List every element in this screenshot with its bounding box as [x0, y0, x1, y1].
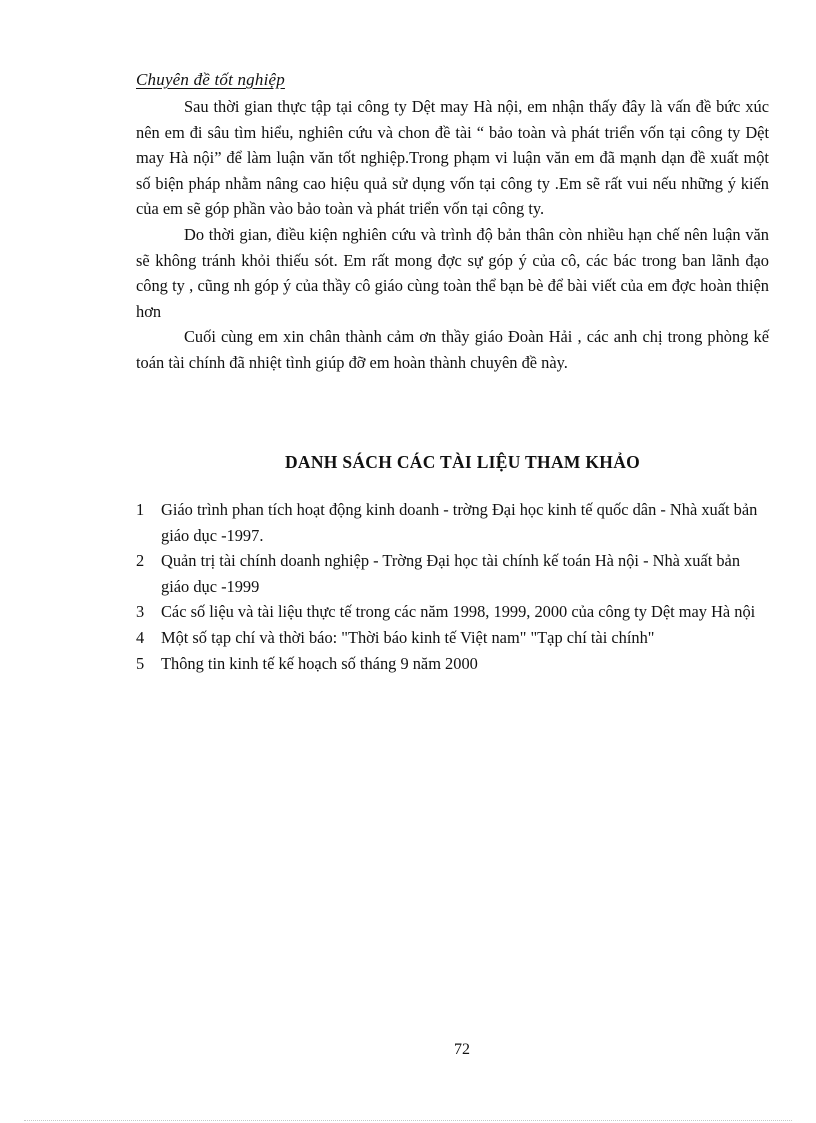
reference-number: 5: [136, 653, 145, 673]
reference-item: [136, 651, 766, 677]
reference-item: [136, 599, 766, 625]
reference-item: [136, 548, 766, 599]
running-header: Chuyên đề tốt nghiệp: [136, 70, 285, 89]
page-number: 72: [454, 1041, 470, 1058]
paragraph: Sau thời gian thực tập tại công ty Dệt may Hà nội, em nhận thấy đây là vấn đề bức xúc nên em đi sâu tìm hiểu, nghiên cứu và chon đề tài “ bảo toàn và phát triển vốn tại công ty Dệt may Hà nội” để làm luận văn tốt nghiệp.Trong phạm vi luận văn em đã mạnh dạn đề xuất một số biện pháp nhằm nâng cao hiệu quả sử dụng vốn tại công ty .Em sẽ rất vui nếu những ý kiến của em sẽ góp phần vào bảo toàn và phát triển vốn tại công ty.: [136, 97, 769, 219]
reference-number: 3: [136, 602, 145, 622]
references-list: [136, 497, 766, 676]
page-divider: [24, 1120, 792, 1121]
reference-number: 2: [136, 551, 145, 571]
reference-text: Giáo trình phan tích hoạt động kinh doanh - trờng Đại học kinh tế quốc dân - Nhà xuất bản giáo dục -1997.: [161, 500, 758, 545]
reference-item: [136, 497, 766, 548]
reference-text: Các số liệu và tài liệu thực tế trong các năm 1998, 1999, 2000 của công ty Dệt may Hà nội: [161, 602, 756, 622]
reference-item: [136, 625, 766, 651]
reference-text: Thông tin kinh tế kế hoạch số tháng 9 năm 2000: [161, 653, 478, 673]
paragraph: Cuối cùng em xin chân thành cảm ơn thầy giáo Đoàn Hải , các anh chị trong phòng kế toán tài chính đã nhiệt tình giúp đỡ em hoàn thành chuyên đề này.: [136, 327, 769, 372]
reference-text: Một số tạp chí và thời báo: "Thời báo kinh tế Việt nam" "Tạp chí tài chính": [161, 627, 655, 647]
reference-text: Quản trị tài chính doanh nghiệp - Trờng Đại học tài chính kế toán Hà nội - Nhà xuất bản giáo dục -1999: [161, 551, 741, 596]
reference-number: 4: [136, 627, 145, 647]
conclusion-section: [136, 94, 769, 376]
reference-number: 1: [136, 500, 145, 519]
references-heading: DANH SÁCH CÁC TÀI LIỆU THAM KHẢO: [284, 452, 641, 472]
paragraph: Do thời gian, điều kiện nghiên cứu và trình độ bản thân còn nhiều hạn chế nên luận văn sẽ không tránh khỏi thiếu sót. Em rất mong đợc sự góp ý của cô, các bác trong ban lãnh đạo công ty , cũng nh góp ý của thầy cô giáo cùng toàn thể bạn bè để bài viết của em đợc hoàn thiện hơn: [136, 224, 769, 321]
